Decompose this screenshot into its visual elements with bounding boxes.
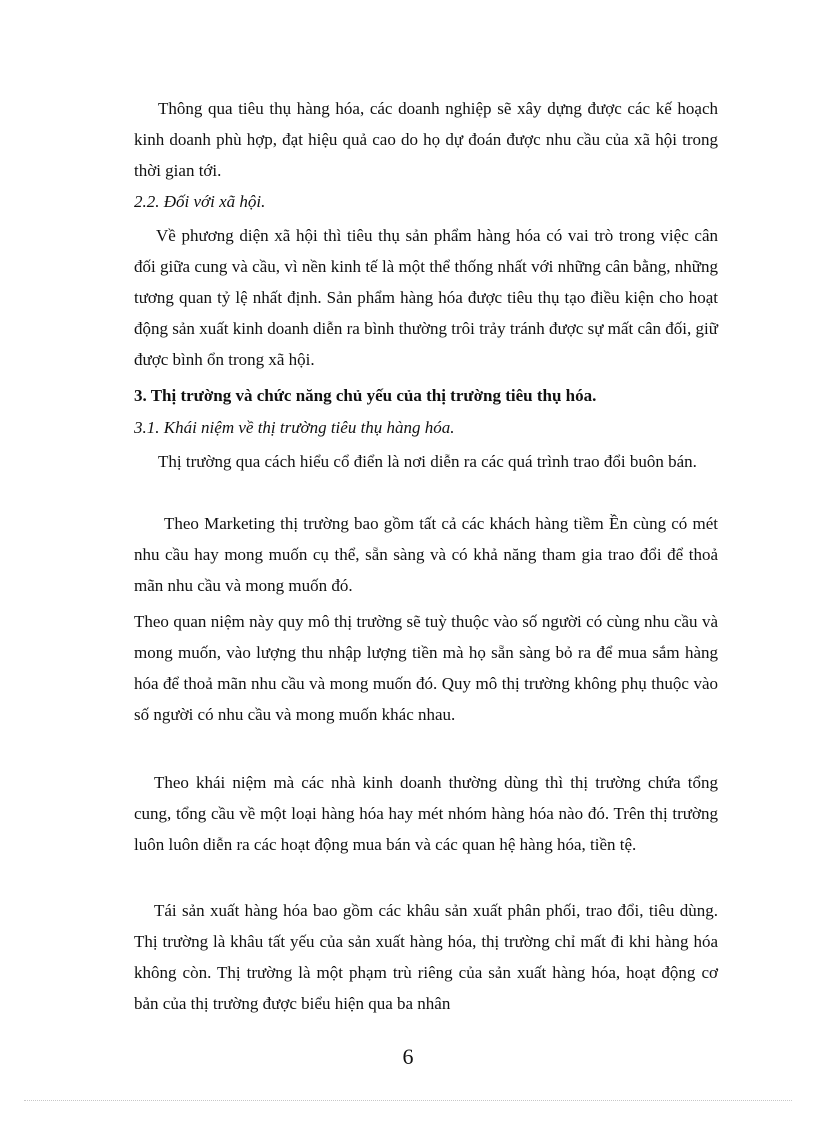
paragraph-business-definition: Theo khái niệm mà các nhà kinh doanh thường dùng thì thị trường chứa tổng cung, tổng cầu về một loại hàng hóa hay mét nhóm hàng hóa nào đó. Trên thị trường luôn luôn diễn ra các hoạt động mua bán và các quan hệ hàng hóa, tiền tệ. — [134, 773, 718, 854]
paragraph-social-role: Về phương diện xã hội thì tiêu thụ sản phẩm hàng hóa có vai trò trong việc cân đối giữa cung và cầu, vì nền kinh tế là một thể thống nhất với những cân bằng, những tương quan tỷ lệ nhất định. Sản phẩm hàng hóa được tiêu thụ tạo điều kiện cho hoạt động sản xuất kinh doanh diễn ra bình thường trôi trảy tránh được sự mất cân đối, giữ được bình ổn trong xã hội. — [134, 226, 718, 369]
paragraph-marketing-definition: Theo Marketing thị trường bao gồm tất cả các khách hàng tiềm Ền cùng có mét nhu cầu hay mong muốn cụ thể, sẵn sàng và có khả năng tham gia trao đổi để thoả mãn nhu cầu và mong muốn đó. — [134, 514, 718, 595]
paragraph-reproduction: Tái sản xuất hàng hóa bao gồm các khâu sản xuất phân phối, trao đổi, tiêu dùng. Thị trường là khâu tất yếu của sản xuất hàng hóa, thị trường chỉ mất đi khi hàng hóa không còn. Thị trường là một phạm trù riêng của sản xuất hàng hóa, hoạt động cơ bản của thị trường được biểu hiện qua ba nhân — [134, 901, 718, 1013]
paragraph-business-planning: Thông qua tiêu thụ hàng hóa, các doanh nghiệp sẽ xây dựng được các kế hoạch kinh doanh phù hợp, đạt hiệu quả cao do họ dự đoán được nhu cầu của xã hội trong thời gian tới. — [134, 99, 718, 180]
page-number: 6 — [402, 1044, 414, 1069]
footer-divider — [24, 1100, 792, 1101]
subheading-market-concept: 3.1. Khái niệm về thị trường tiêu thụ hàng hóa. — [134, 418, 455, 437]
subheading-society: 2.2. Đối với xã hội. — [134, 192, 266, 211]
section-heading-market: 3. Thị trường và chức năng chủ yếu của thị trường tiêu thụ hóa. — [134, 386, 597, 405]
paragraph-classic-definition: Thị trường qua cách hiểu cổ điển là nơi diễn ra các quá trình trao đổi buôn bán. — [158, 452, 697, 471]
paragraph-market-scale: Theo quan niệm này quy mô thị trường sẽ tuỳ thuộc vào số người có cùng nhu cầu và mong muốn, vào lượng thu nhập lượng tiền mà họ sẵn sàng bỏ ra để mua sắm hàng hóa để thoả mãn nhu cầu và mong muốn đó. Quy mô thị trường không phụ thuộc vào số người có nhu cầu và mong muốn khác nhau. — [134, 612, 718, 724]
